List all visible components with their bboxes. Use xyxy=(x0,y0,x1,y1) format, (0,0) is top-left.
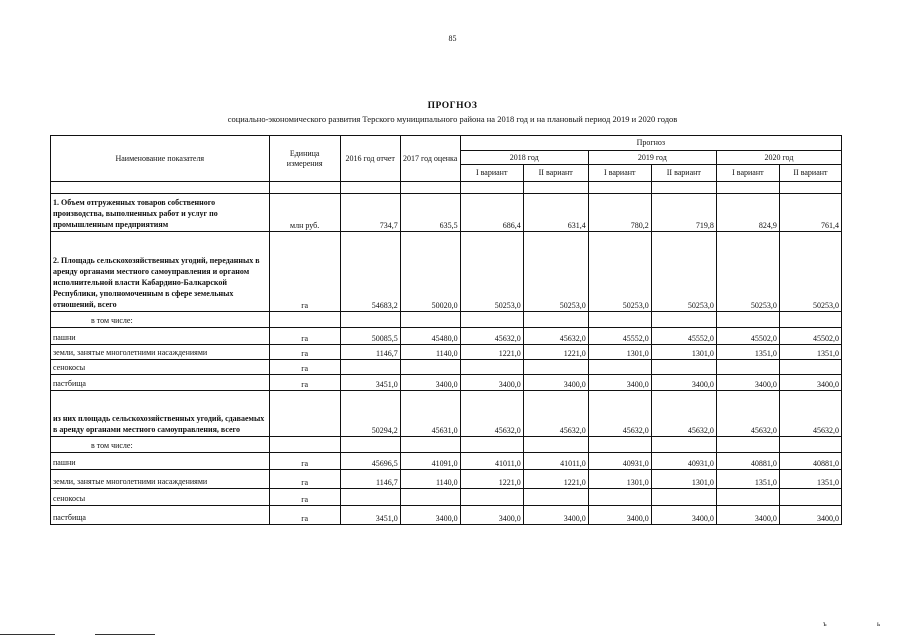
table-row xyxy=(51,360,842,375)
document-subtitle: социально-экономического развития Терского муниципального района на 2018 год и на плановый период 2019 и 2020 годов xyxy=(227,114,678,124)
row-value: 686,4 xyxy=(460,194,523,232)
forecast-table xyxy=(50,135,842,525)
row-value: 3400,0 xyxy=(400,506,460,525)
row-unit: га xyxy=(269,506,340,525)
row-value: 734,7 xyxy=(340,194,400,232)
table-row xyxy=(51,437,842,453)
row-unit: га xyxy=(269,470,340,489)
row-value: 1351,0 xyxy=(779,345,841,360)
page-number: 85 xyxy=(448,34,457,43)
header-variant: I вариант xyxy=(716,165,779,182)
row-value xyxy=(588,437,651,453)
table-row xyxy=(51,506,842,525)
row-value: 3400,0 xyxy=(523,375,588,391)
row-value: 1351,0 xyxy=(716,345,779,360)
row-value: 1140,0 xyxy=(400,345,460,360)
row-value xyxy=(651,489,716,506)
row-value xyxy=(340,489,400,506)
row-value: 50253,0 xyxy=(523,232,588,312)
row-value: 1221,0 xyxy=(523,470,588,489)
row-name: сенокосы xyxy=(51,489,270,506)
header-variant: I вариант xyxy=(588,165,651,182)
row-name: пашни xyxy=(51,328,270,345)
header-2017: 2017 год оценка xyxy=(400,136,460,182)
row-unit xyxy=(269,312,340,328)
row-value xyxy=(716,489,779,506)
corner-mark: ь xyxy=(877,620,881,628)
row-value xyxy=(779,360,841,375)
row-value: 3400,0 xyxy=(400,375,460,391)
table-row xyxy=(51,453,842,470)
table-row xyxy=(51,232,842,312)
row-value: 54683,2 xyxy=(340,232,400,312)
row-value xyxy=(340,312,400,328)
row-value: 3400,0 xyxy=(779,506,841,525)
footer-rule xyxy=(95,634,155,635)
row-value: 40881,0 xyxy=(716,453,779,470)
row-value: 780,2 xyxy=(588,194,651,232)
row-value: 50253,0 xyxy=(651,232,716,312)
row-value: 45552,0 xyxy=(588,328,651,345)
row-name: земли, занятые многолетними насаждениями xyxy=(51,345,270,360)
row-value: 761,4 xyxy=(779,194,841,232)
row-value xyxy=(460,437,523,453)
row-name: из них площадь сельскохозяйственных угодий, сдаваемых в аренду органами местного самоуправления, всего xyxy=(51,391,270,437)
row-value: 719,8 xyxy=(651,194,716,232)
row-value: 3451,0 xyxy=(340,375,400,391)
row-value: 50020,0 xyxy=(400,232,460,312)
header-variant: II вариант xyxy=(651,165,716,182)
row-unit xyxy=(269,437,340,453)
footer-rule xyxy=(0,634,55,635)
row-value: 1140,0 xyxy=(400,470,460,489)
row-value: 45632,0 xyxy=(716,391,779,437)
row-unit: млн руб. xyxy=(269,194,340,232)
table-row xyxy=(51,489,842,506)
row-value xyxy=(779,437,841,453)
row-value xyxy=(523,360,588,375)
row-value xyxy=(588,312,651,328)
row-value: 45632,0 xyxy=(588,391,651,437)
row-value: 40931,0 xyxy=(651,453,716,470)
row-unit: га xyxy=(269,489,340,506)
row-unit: га xyxy=(269,232,340,312)
row-value: 3400,0 xyxy=(716,506,779,525)
row-value xyxy=(460,312,523,328)
row-value: 45632,0 xyxy=(460,391,523,437)
row-value: 45632,0 xyxy=(523,391,588,437)
row-value: 3400,0 xyxy=(523,506,588,525)
row-value: 1221,0 xyxy=(460,345,523,360)
row-value: 40881,0 xyxy=(779,453,841,470)
row-value: 45696,5 xyxy=(340,453,400,470)
header-unit: Единица измерения xyxy=(269,136,340,182)
row-value xyxy=(716,360,779,375)
row-value: 1301,0 xyxy=(588,345,651,360)
row-value: 3451,0 xyxy=(340,506,400,525)
row-value xyxy=(460,489,523,506)
header-year-2018: 2018 год xyxy=(460,151,588,165)
table-row xyxy=(51,194,842,232)
row-value: 45552,0 xyxy=(651,328,716,345)
row-value: 50085,5 xyxy=(340,328,400,345)
row-value xyxy=(716,312,779,328)
header-variant: I вариант xyxy=(460,165,523,182)
row-value xyxy=(651,437,716,453)
row-value: 631,4 xyxy=(523,194,588,232)
row-value: 50253,0 xyxy=(779,232,841,312)
row-name: 1. Объем отгруженных товаров собственного производства, выполненных работ и услуг по промышленным предприятиям xyxy=(51,194,270,232)
row-unit xyxy=(269,391,340,437)
row-value: 40931,0 xyxy=(588,453,651,470)
row-value: 45632,0 xyxy=(460,328,523,345)
row-value: 3400,0 xyxy=(588,375,651,391)
header-year-2020: 2020 год xyxy=(716,151,841,165)
row-value xyxy=(779,312,841,328)
row-unit: га xyxy=(269,375,340,391)
header-year-2019: 2019 год xyxy=(588,151,716,165)
row-value: 45632,0 xyxy=(779,391,841,437)
row-value: 1221,0 xyxy=(460,470,523,489)
row-value xyxy=(340,360,400,375)
row-name: пашни xyxy=(51,453,270,470)
table-row xyxy=(51,470,842,489)
row-value: 1351,0 xyxy=(716,470,779,489)
row-value xyxy=(588,489,651,506)
corner-mark: ъ xyxy=(823,620,827,628)
row-unit: га xyxy=(269,453,340,470)
spacer-row xyxy=(51,182,842,194)
row-value: 3400,0 xyxy=(588,506,651,525)
row-name: 2. Площадь сельскохозяйственных угодий, переданных в аренду органами местного самоуправления и органом исполнительной власти Кабардино-Балкарской Республики, уполномоченным в сфере земельных отношений, всего xyxy=(51,232,270,312)
row-value: 1221,0 xyxy=(523,345,588,360)
document-title: ПРОГНОЗ xyxy=(427,101,478,111)
row-value xyxy=(400,360,460,375)
row-value xyxy=(523,437,588,453)
row-value xyxy=(400,312,460,328)
table-row xyxy=(51,312,842,328)
row-value: 45502,0 xyxy=(779,328,841,345)
row-value xyxy=(651,312,716,328)
row-value: 1301,0 xyxy=(588,470,651,489)
row-name: сенокосы xyxy=(51,360,270,375)
row-value: 1301,0 xyxy=(651,345,716,360)
row-value: 3400,0 xyxy=(779,375,841,391)
row-name: в том числе: xyxy=(51,437,270,453)
row-value: 3400,0 xyxy=(460,506,523,525)
row-value: 3400,0 xyxy=(460,375,523,391)
row-value: 824,9 xyxy=(716,194,779,232)
row-unit: га xyxy=(269,360,340,375)
row-value xyxy=(779,489,841,506)
row-value: 45502,0 xyxy=(716,328,779,345)
row-value: 45632,0 xyxy=(523,328,588,345)
row-value: 45631,0 xyxy=(400,391,460,437)
row-value xyxy=(523,489,588,506)
row-value xyxy=(716,437,779,453)
header-variant: II вариант xyxy=(523,165,588,182)
row-value: 50253,0 xyxy=(460,232,523,312)
row-name: земли, занятые многолетними насаждениями xyxy=(51,470,270,489)
row-value: 3400,0 xyxy=(651,506,716,525)
row-value: 1351,0 xyxy=(779,470,841,489)
row-value xyxy=(400,437,460,453)
row-value xyxy=(340,437,400,453)
row-value: 41011,0 xyxy=(460,453,523,470)
row-value: 3400,0 xyxy=(716,375,779,391)
row-value: 635,5 xyxy=(400,194,460,232)
row-value: 50294,2 xyxy=(340,391,400,437)
row-value: 1146,7 xyxy=(340,345,400,360)
row-value: 45480,0 xyxy=(400,328,460,345)
row-name: пастбища xyxy=(51,375,270,391)
row-value: 45632,0 xyxy=(651,391,716,437)
row-value: 41011,0 xyxy=(523,453,588,470)
table-row xyxy=(51,375,842,391)
row-value: 41091,0 xyxy=(400,453,460,470)
table-row xyxy=(51,345,842,360)
header-2016: 2016 год отчет xyxy=(340,136,400,182)
row-value: 1146,7 xyxy=(340,470,400,489)
header-forecast: Прогноз xyxy=(460,136,841,151)
row-value: 3400,0 xyxy=(651,375,716,391)
row-name: пастбища xyxy=(51,506,270,525)
row-value xyxy=(651,360,716,375)
header-name: Наименование показателя xyxy=(51,136,270,182)
header-variant: II вариант xyxy=(779,165,841,182)
row-unit: га xyxy=(269,345,340,360)
table-row xyxy=(51,391,842,437)
row-value: 50253,0 xyxy=(716,232,779,312)
row-value xyxy=(588,360,651,375)
table-row xyxy=(51,328,842,345)
row-unit: га xyxy=(269,328,340,345)
row-value: 1301,0 xyxy=(651,470,716,489)
row-value xyxy=(523,312,588,328)
row-value xyxy=(460,360,523,375)
row-value xyxy=(400,489,460,506)
row-name: в том числе: xyxy=(51,312,270,328)
row-value: 50253,0 xyxy=(588,232,651,312)
